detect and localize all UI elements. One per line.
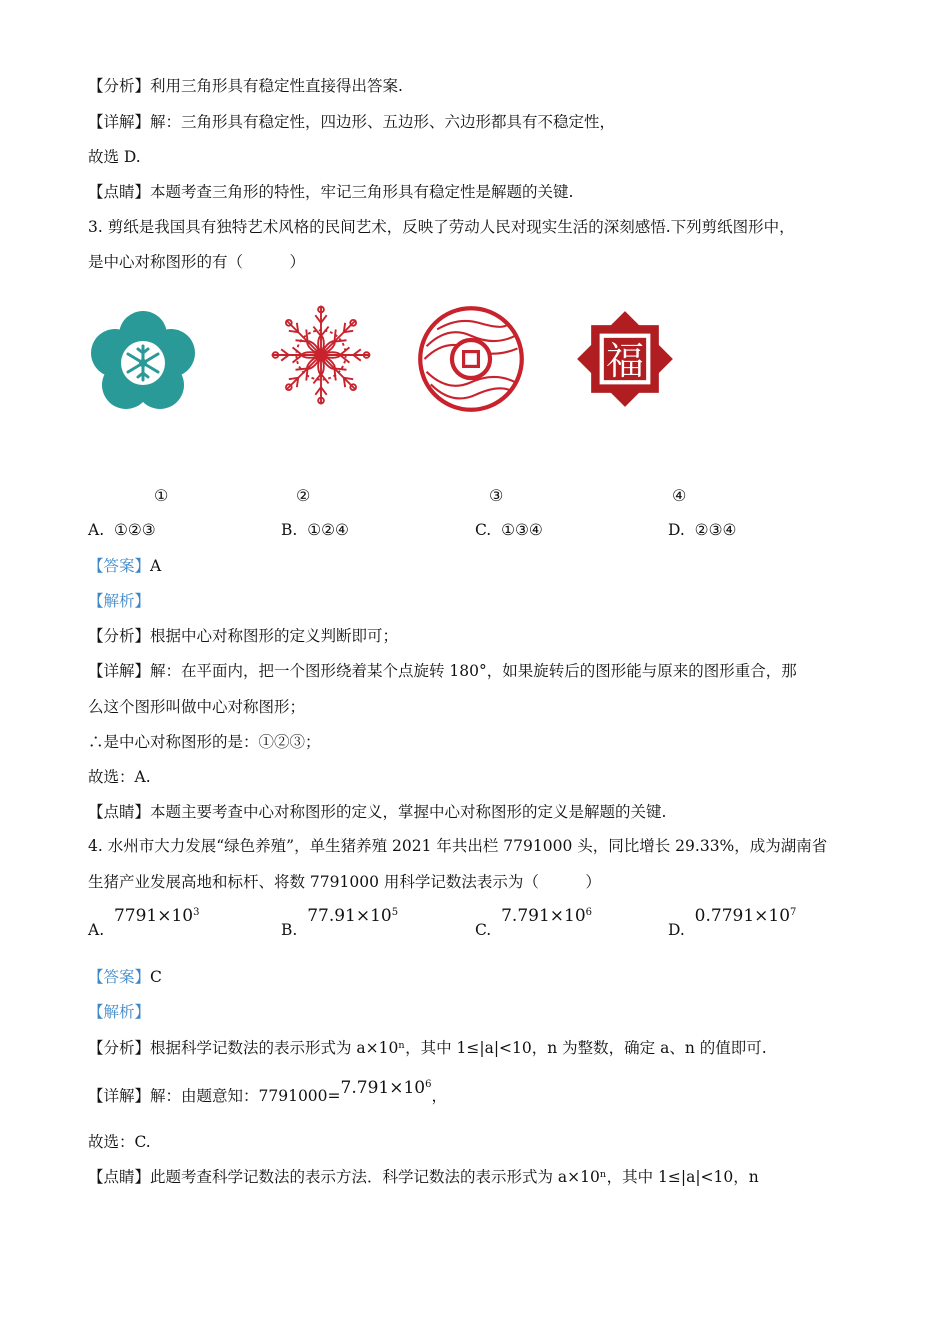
analysis-4: 【分析】根据科学记数法的表示形式为 a×10ⁿ，其中 1≤|a|<10，n 为整数，确定 a、n 的值即可. — [88, 1039, 767, 1057]
q4-option-b: B. $77.91\times 10^5$ — [281, 906, 399, 939]
figure-2-red-snowflake — [266, 300, 376, 410]
q3-option-a: A. ①②③ — [88, 521, 156, 539]
q3-option-b: B. ①②④ — [281, 521, 349, 539]
comment-3: 【点睛】本题主要考查中心对称图形的定义，掌握中心对称图形的定义是解题的关键. — [88, 803, 667, 821]
detail-3-line-2: 么这个图形叫做中心对称图形； — [88, 698, 306, 716]
q3-option-c: C. ①③④ — [475, 521, 543, 539]
detail-3-line-4: 故选：A. — [88, 768, 151, 786]
detail-3-line-3: ∴是中心对称图形的是：①②③； — [88, 733, 321, 751]
choice-line: 故选 D. — [88, 148, 141, 166]
analysis-line: 【分析】利用三角形具有稳定性直接得出答案. — [88, 77, 403, 95]
solution-4-tag: 【解析】 — [88, 1003, 151, 1021]
figure-label-4: ④ — [672, 486, 687, 505]
question-4-line-1: 4. 水州市大力发展“绿色养殖”，单生猪养殖 2021 年共出栏 7791000 头，同比增长 29.33%，成为湖南省 — [88, 837, 828, 855]
comment-4: 【点睛】此题考查科学记数法的表示方法．科学记数法的表示形式为 a×10ⁿ，其中 1≤|a|<10，n — [88, 1168, 759, 1186]
question-4-line-2: 生猪产业发展高地和标杆、将数 7791000 用科学记数法表示为（ ） — [88, 873, 601, 891]
detail-4-choice: 故选：C. — [88, 1133, 151, 1151]
question-3-line-1: 3. 剪纸是我国具有独特艺术风格的民间艺术，反映了劳动人民对现实生活的深刻感悟.下列剪纸图形中， — [88, 218, 795, 236]
figure-label-3: ③ — [489, 486, 504, 505]
figure-label-2: ② — [296, 486, 311, 505]
figure-label-1: ① — [154, 486, 169, 505]
solution-3-tag: 【解析】 — [88, 592, 151, 610]
comment-line: 【点睛】本题考查三角形的特性，牢记三角形具有稳定性是解题的关键. — [88, 183, 574, 201]
analysis-3: 【分析】根据中心对称图形的定义判断即可； — [88, 627, 399, 645]
answer-4: 【答案】C — [88, 968, 162, 986]
q3-option-d: D. ②③④ — [668, 521, 737, 539]
question-3-line-2: 是中心对称图形的有（ ） — [88, 253, 306, 271]
answer-3: 【答案】A — [88, 557, 162, 575]
figure-3-red-circle — [416, 304, 526, 414]
paper-cut-figures — [88, 300, 688, 420]
detail-3-line-1: 【详解】解：在平面内，把一个图形绕着某个点旋转 180°，如果旋转后的图形能与原来的图形重合，那 — [88, 662, 797, 680]
detail-line: 【详解】解：三角形具有稳定性，四边形、五边形、六边形都具有不稳定性， — [88, 113, 616, 131]
fu-character: 福 — [605, 338, 645, 383]
figure-4-fu-square — [570, 304, 680, 414]
detail-4: 【详解】解：由题意知：$7791000=7.791\times 10^6$， — [88, 1078, 447, 1106]
q4-option-d: D. $0.7791\times 10^7$ — [668, 906, 797, 939]
figure-1-teal-flower — [88, 308, 198, 418]
q4-option-c: C. $7.791\times 10^6$ — [475, 906, 593, 939]
q4-option-a: A. $7791\times 10^3$ — [88, 906, 200, 939]
